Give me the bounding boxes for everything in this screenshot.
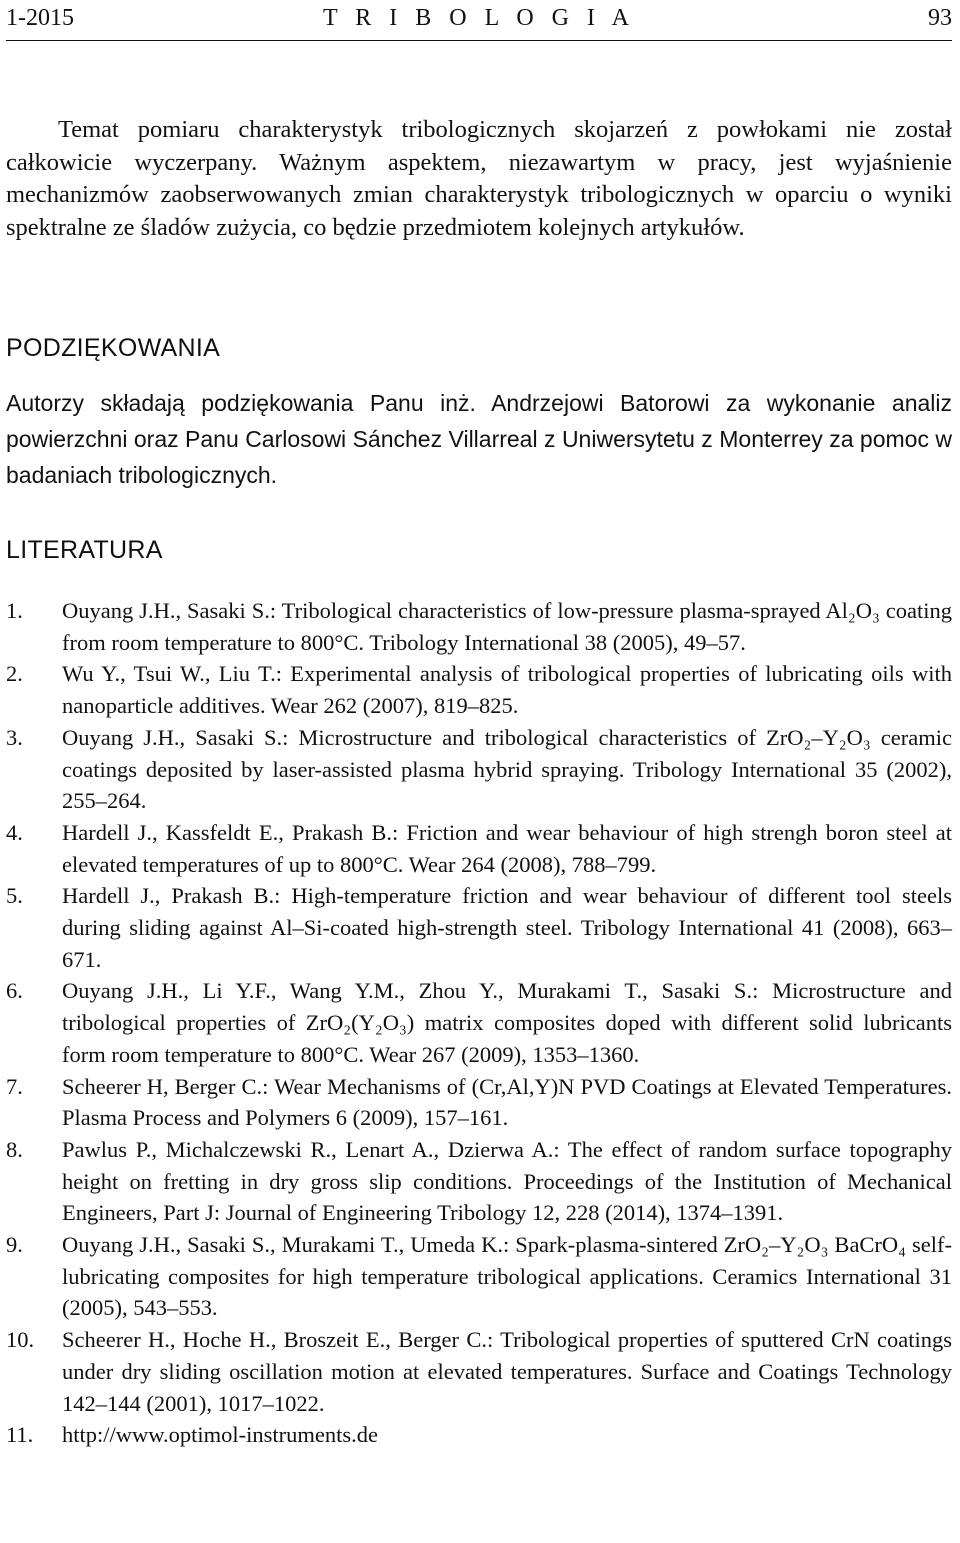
reference-text: Hardell J., Kassfeldt E., Prakash B.: Friction and wear behaviour of high strengh boron steel at elevated temperatures of up to 800°C. Wear 264 (2008), 788–799. — [62, 819, 952, 877]
reference-text: Ouyang J.H., Sasaki S.: Microstructure and tribological characteristics of ZrO₂–Y₂O₃ ceramic coatings deposited by laser-assisted plasma hybrid spraying. Tribology International 35 (2002), 255–264. — [62, 724, 952, 814]
reference-number: 11. — [6, 1422, 34, 1448]
reference-text: Ouyang J.H., Li Y.F., Wang Y.M., Zhou Y., Murakami T., Sasaki S.: Microstructure and tribological properties of ZrO₂(Y₂O₃) matrix composites doped with different solid lubricants form room temperature to 800°C. Wear 267 (2009), 1353–1360. — [62, 978, 952, 1067]
reference-number: 10. — [6, 1327, 35, 1353]
reference-number: 4. — [6, 819, 23, 845]
reference-text: Ouyang J.H., Sasaki S., Murakami T., Umeda K.: Spark-plasma-sintered ZrO₂–Y₂O₃ BaCrO₄ self-lubricating composites for high temperature tribological applications. Ceramics International 31 (2005), 543–553. — [62, 1232, 952, 1321]
journal-title: T R I B O L O G I A — [323, 5, 635, 31]
reference-item — [6, 1134, 952, 1229]
reference-number: 6. — [6, 978, 23, 1004]
reference-number: 1. — [6, 598, 23, 623]
reference-text: Hardell J., Prakash B.: High-temperature friction and wear behaviour of different tool steels during sliding against Al–Si-coated high-strength steel. Tribology International 41 (2008), 663–671. — [62, 883, 952, 972]
literature-heading: LITERATURA — [6, 536, 163, 564]
reference-number: 5. — [6, 883, 23, 909]
acknowledgements-paragraph — [6, 385, 952, 493]
reference-text: Ouyang J.H., Sasaki S.: Tribological characteristics of low-pressure plasma-sprayed Al₂O₃ coating from room temperature to 800°C. Tribology International 38 (2005), 49–57. — [62, 598, 952, 655]
page-number: 93 — [928, 5, 952, 31]
reference-text: Wu Y., Tsui W., Liu T.: Experimental analysis of tribological properties of lubricating oils with nanoparticle additives. Wear 262 (2007), 819–825. — [62, 661, 952, 719]
intro-text: Temat pomiaru charakterystyk tribologicznych skojarzeń z powłokami nie został całkowicie wyczerpany. Ważnym aspektem, niezawartym w pracy, jest wyjaśnienie mechanizmów zaobserwowanych zmian charakterystyk tribologicznych w oparciu o wyniki spektralne ze śladów zużycia, co będzie przedmiotem kolejnych artykułów. — [6, 116, 952, 241]
reference-item — [6, 658, 952, 721]
reference-number: 8. — [6, 1136, 23, 1162]
reference-item — [6, 817, 952, 880]
reference-number: 3. — [6, 724, 23, 750]
issue-number: 1-2015 — [6, 5, 74, 31]
reference-text: Scheerer H, Berger C.: Wear Mechanisms of (Cr,Al,Y)N PVD Coatings at Elevated Temperatures. Plasma Process and Polymers 6 (2009), 157–161. — [62, 1073, 952, 1131]
reference-item — [6, 1071, 952, 1134]
reference-item — [6, 975, 952, 1070]
reference-item — [6, 880, 952, 975]
reference-text: Pawlus P., Michalczewski R., Lenart A., Dzierwa A.: The effect of random surface topography height on fretting in dry gross slip conditions. Proceedings of the Institution of Mechanical Engineers, Part J: Journal of Engineering Tribology 12, 228 (2014), 1374–1391. — [62, 1136, 952, 1226]
reference-text: Scheerer H., Hoche H., Broszeit E., Berger C.: Tribological properties of sputtered CrN coatings under dry sliding oscillation motion at elevated temperatures. Surface and Coatings Technology 142–144 (2001), 1017–1022. — [62, 1327, 952, 1416]
reference-item — [6, 722, 952, 817]
reference-number: 9. — [6, 1232, 23, 1258]
reference-item — [6, 1324, 952, 1419]
reference-list — [6, 595, 952, 1451]
header-rule — [6, 40, 952, 41]
reference-number: 2. — [6, 661, 23, 687]
acknowledgements-text: Autorzy składają podziękowania Panu inż. Andrzejowi Batorowi za wykonanie analiz powierzchni oraz Panu Carlosowi Sánchez Villarreal z Uniwersytetu z Monterrey za pomoc w badaniach tribologicznych. — [6, 390, 952, 488]
reference-item — [6, 595, 952, 658]
reference-number: 7. — [6, 1073, 23, 1099]
reference-item — [6, 1419, 952, 1451]
intro-paragraph — [6, 114, 952, 244]
running-header — [6, 2, 952, 34]
reference-item — [6, 1229, 952, 1324]
acknowledgements-heading: PODZIĘKOWANIA — [6, 334, 221, 362]
reference-link[interactable]: http://www.optimol-instruments.de — [62, 1422, 379, 1448]
